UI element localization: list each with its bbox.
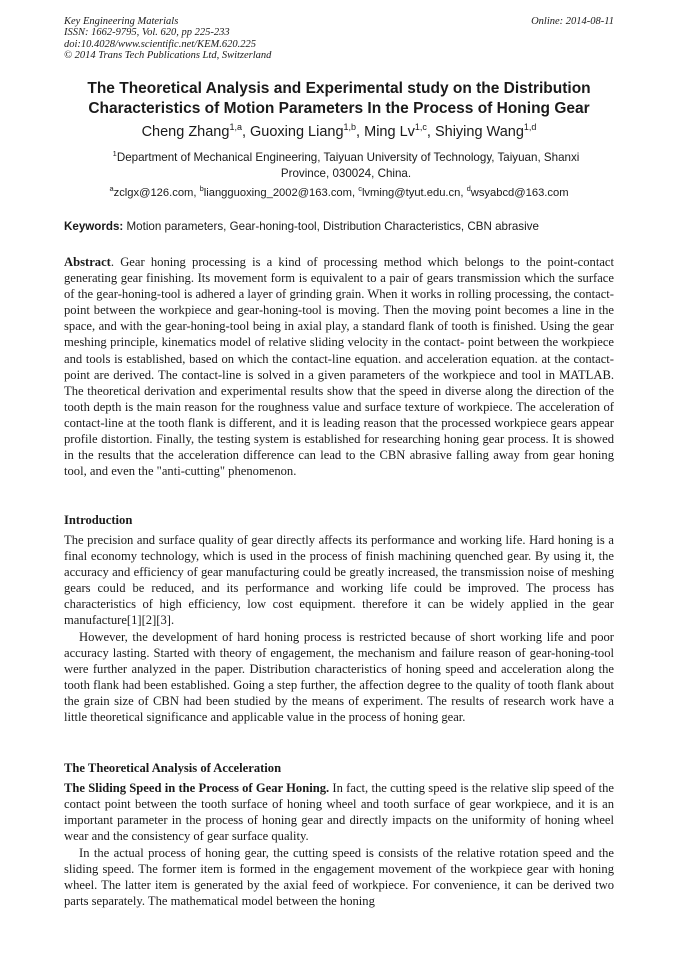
email-sup: c [358,184,362,193]
section-paragraph-1 [64,780,614,844]
affiliation-text: Department of Mechanical Engineering, Taiyuan University of Technology, Taiyuan, Shanxi Province, 030024, China. [116,151,580,180]
email-address: lvming@tyut.edu.cn [361,187,461,199]
introduction-paragraph-2: However, the development of hard honing process is restricted because of short working life and poor accuracy lasting. Started with theory of engagement, the mechanism and failure reason of gear-honing-tool were further analyzed in the paper. Distribution characteristics of honing speed and acceleration along the tooth flank had been established. Going a step further, the affection degree to the quality of tooth flank about the grain size of CBN had been studied by the means of experiment. The results of research work have a little theoretical significance and applicable value in the process of honing gear. [64,630,614,725]
abstract-text: . Gear honing processing is a kind of processing method which belongs to the point-contact generating gear finishing. Its movement form is equivalent to a pair of gears transmission which the surface of the gear-honing-tool is adhered a layer of grinding grain. When it works in rolling processing, the contact-point between the workpiece and gear-honing-tool is moving. Then the moving point becomes a line in the space, and with the gear-honing-tool being in axial play, a standard flank of tooth is finished. Using the gear meshing principle, kinematics model of relative sliding velocity in the contact- point between the workpiece and tools is established, based on which the contact-line equation. and acceleration equation. at the contact-point are derived. The contact-line is solved in a given parameters of the workpiece and tool in MATLAB. The theoretical derivation and experimental results show that the speed in diverse along the direction of the tooth depth is the main reason for the roughness value and surface texture of workpiece. The acceleration of contact-line at the tooth flank is different, and it is leading reason that the processed workpiece gears appear profile distortion. Finally, the testing system is established for researching honing gear process. It is showed in the results that the acceleration difference can lead to the CBN abrasive falling away from gear honing tool, and even the "anti-cutting" phenomenon. [64,255,614,479]
title-line-1: The Theoretical Analysis and Experimental study on the Distribution [87,80,591,97]
abstract-label: Abstract [64,255,111,269]
email-address: wsyabcd@163.com [470,187,569,199]
email-sup: d [466,184,471,193]
journal-name: Key Engineering Materials [64,16,179,27]
email-list [40,186,638,200]
email-address: zclgx@126.com [113,187,194,199]
issn-line: ISSN: 1662-9795, Vol. 620, pp 225-233 [64,27,230,39]
email-separator: , [351,187,359,199]
author-sup: 1,a [229,122,242,132]
affiliation [90,150,602,181]
section-heading-acceleration: The Theoretical Analysis of Acceleration [64,761,282,775]
email-separator: , [460,187,467,199]
email-sup: a [109,184,114,193]
author-name: Guoxing Liang [250,124,344,140]
online-date: Online: 2014-08-11 [531,16,614,27]
author-name: Ming Lv [364,124,415,140]
author-separator: , [426,124,435,140]
journal-header [64,16,271,62]
author-separator: , [241,124,251,140]
title-line-2: Characteristics of Motion Parameters In the Process of Honing Gear [88,100,590,117]
doi-line: doi:10.4028/www.scientific.net/KEM.620.225 [64,38,256,50]
author-sup: 1,d [523,122,537,132]
email-sup: b [199,184,204,193]
keywords [64,219,616,234]
author-sup: 1,b [343,122,357,132]
author-sup: 1,c [414,122,427,132]
email-separator: , [193,187,200,199]
section-paragraph-1-text: In fact, the cutting speed is the relative slip speed of the contact point between the tooth surface of honing wheel and tooth surface of gear workpiece, and it is an important parameter in the process of honing gear and directly impacts on the uniformity of honing wheel wear and the consistency of gear surface quality. [64,781,614,844]
runin-heading: The Sliding Speed in the Process of Gear Honing. [64,781,330,795]
keywords-label: Keywords: [64,220,124,233]
keywords-text: Motion parameters, Gear-honing-tool, Distribution Characteristics, CBN abrasive [123,220,539,233]
introduction-paragraph-1: The precision and surface quality of gear directly affects its performance and working life. Hard honing is a final economy technology, which is used in the process of finish machining quenched gear. By using it, the accuracy and efficiency of gear manufacturing could be greatly increased, the transmission noise of meshing gears could be reduced, and its performance and working life could be improved. The process has characteristics of high efficiency, low cost equipment. therefore it can be widely applied in the gear manufacture[1][2][3]. [64,533,614,628]
email-address: liangguoxing_2002@163.com [203,187,352,199]
author-separator: , [356,124,365,140]
introduction-heading: Introduction [64,513,133,527]
section-paragraph-2: In the actual process of honing gear, the cutting speed is consists of the relative rotation speed and the sliding speed. The former item is formed in the engagement movement of the workpiece gear with honing wheel. The latter item is generated by the axial feed of workpiece. For convenience, it can be derived two parts separately. The mathematical model between the honing [64,846,614,909]
copyright-line: © 2014 Trans Tech Publications Ltd, Switzerland [64,50,272,62]
abstract [64,254,614,479]
author-name: Shiying Wang [434,124,524,140]
affiliation-sup: 1 [112,149,117,158]
author-name: Cheng Zhang [141,124,230,140]
paper-title [40,79,638,119]
author-list [40,123,638,141]
